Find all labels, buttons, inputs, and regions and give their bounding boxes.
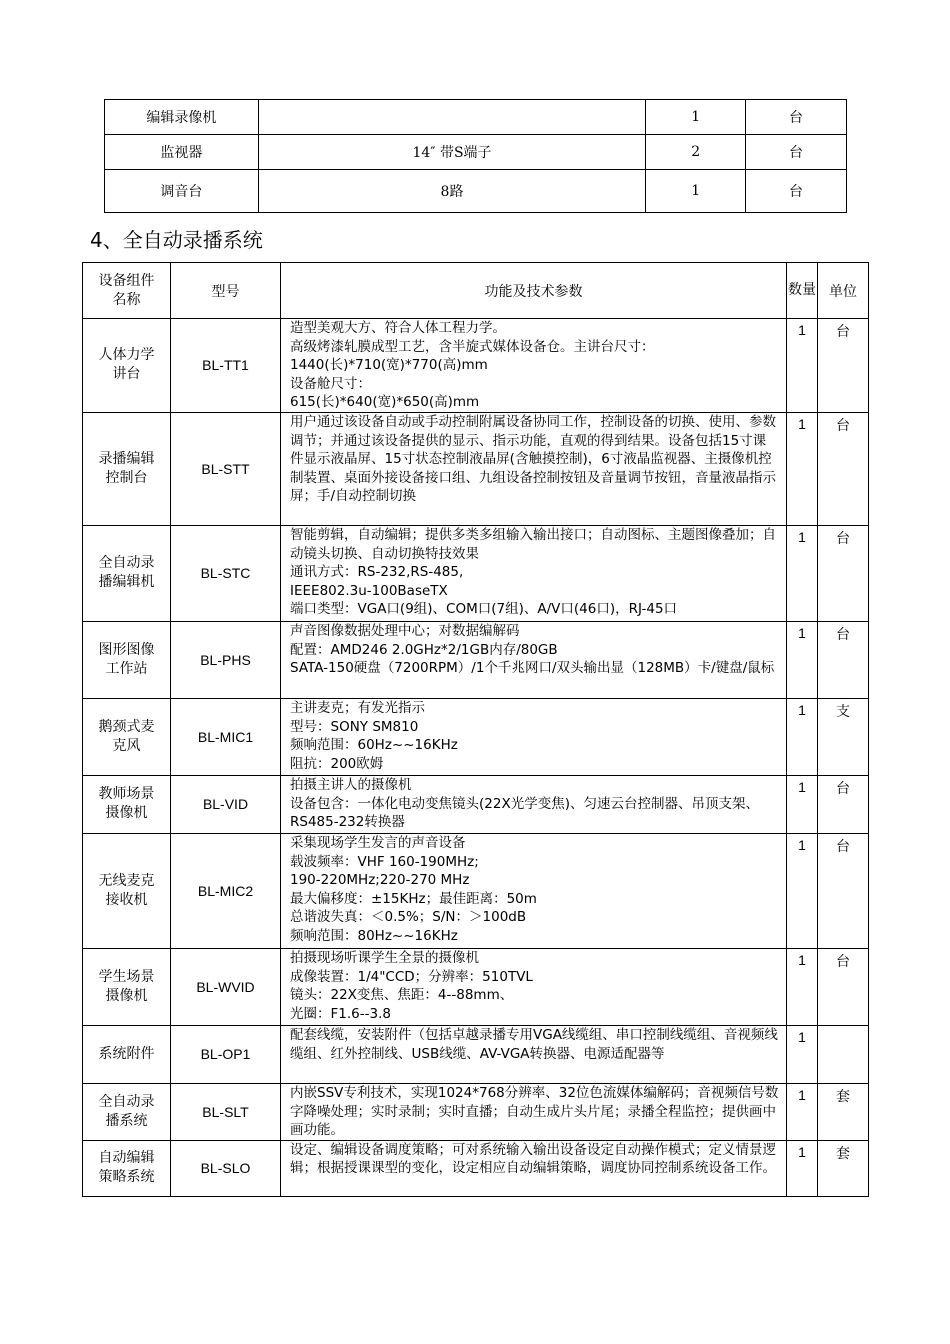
desc-line: 端口类型：VGA口(9组)、COM口(7组)、A/V口(46口)，RJ-45口 — [290, 601, 678, 618]
desc-line: 型号：SONY SM810 — [290, 718, 419, 735]
cell-name: 全自动录播编辑机 — [83, 525, 171, 621]
desc-line: 内嵌SSV专利技术，实现1024*768分辨率、32位色流媒体编解码；音视频信号数字降噪处理；实时录制；实时直播；自动生成片头片尾；录播全程监控；提供画中画功能。 — [290, 1084, 779, 1139]
desc-line: IEEE802.3u-100BaseTX — [290, 582, 448, 599]
desc-line: 配套线缆，安装附件（包括卓越录播专用VGA线缆组、串口控制线缆组、音视频线缆组、红外控制线、USB线缆、AV-VGA转换器、电源适配器等 — [290, 1026, 778, 1062]
main-table-body — [83, 319, 869, 1197]
table-row — [83, 319, 869, 413]
desc-line: 615(长)*640(宽)*650(高)mm — [290, 394, 480, 411]
cell-spec — [258, 100, 645, 135]
cell-name: 自动编辑策略系统 — [83, 1140, 171, 1196]
cell-desc — [281, 948, 787, 1025]
desc-line: 1440(长)*710(宽)*770(高)mm — [290, 357, 488, 374]
cell-model: BL-TT1 — [171, 319, 281, 413]
cell-qty: 1 — [787, 319, 818, 413]
header-unit: 单位 — [818, 263, 869, 319]
cell-desc — [281, 1025, 787, 1083]
cell-desc — [281, 833, 787, 948]
cell-unit: 台 — [818, 412, 869, 525]
cell-spec: 14″ 带S端子 — [258, 135, 645, 170]
desc-line: 设定、编辑设备调度策略；可对系统输入输出设备设定自动操作模式；定义情景逻辑；根据授课课型的变化，设定相应自动编辑策略，调度协同控制系统设备工作。 — [290, 1141, 776, 1177]
cell-desc — [281, 775, 787, 833]
desc-line: 拍摄主讲人的摄像机 — [290, 776, 412, 793]
cell-name: 系统附件 — [83, 1025, 171, 1083]
desc-line: SATA-150硬盘（7200RPM）/1个千兆网口/双头输出显（128MB）卡/键盘/鼠标 — [290, 660, 775, 677]
cell-unit: 台 — [818, 833, 869, 948]
cell-qty: 1 — [646, 100, 746, 135]
cell-model: BL-MIC2 — [171, 833, 281, 948]
desc-line: 190-220MHz;220-270 MHz — [290, 872, 470, 889]
header-desc: 功能及技术参数 — [281, 263, 787, 319]
cell-name: 调音台 — [105, 170, 259, 213]
cell-qty: 1 — [787, 833, 818, 948]
desc-line: 主讲麦克；有发光指示 — [290, 699, 425, 716]
desc-line: 拍摄现场听课学生全景的摄像机 — [290, 949, 479, 966]
cell-unit: 台 — [818, 525, 869, 621]
cell-model: BL-SLT — [171, 1083, 281, 1140]
cell-model: BL-MIC1 — [171, 698, 281, 775]
cell-spec: 8路 — [258, 170, 645, 213]
cell-unit: 台 — [818, 948, 869, 1025]
header-qty: 数量 — [787, 263, 818, 319]
cell-qty: 1 — [787, 775, 818, 833]
top-table-body — [105, 100, 847, 213]
desc-line: 配置：AMD246 2.0GHz*2/1GB内存/80GB — [290, 641, 558, 658]
cell-unit: 套 — [818, 1140, 869, 1196]
cell-name: 编辑录像机 — [105, 100, 259, 135]
recording-system-table — [82, 262, 869, 1197]
desc-line: 镜头：22X变焦、焦距：4--88mm、 — [290, 987, 514, 1004]
cell-qty: 1 — [787, 1140, 818, 1196]
cell-unit: 台 — [818, 775, 869, 833]
cell-desc — [281, 525, 787, 621]
cell-name: 图形图像工作站 — [83, 621, 171, 698]
cell-desc — [281, 412, 787, 525]
cell-name: 录播编辑控制台 — [83, 412, 171, 525]
table-row — [83, 412, 869, 525]
table-row — [83, 833, 869, 948]
table-row — [83, 525, 869, 621]
desc-line: 智能剪辑，自动编辑；提供多类多组输入输出接口；自动图标、主题图像叠加；自动镜头切换、自动切换特技效果 — [290, 526, 776, 562]
cell-qty: 1 — [787, 621, 818, 698]
cell-unit: 台 — [818, 621, 869, 698]
desc-line: 通讯方式：RS-232,RS-485, — [290, 564, 464, 581]
desc-line: 最大偏移度：±15KHz；最佳距离：50m — [290, 890, 537, 907]
desc-line: 造型美观大方、符合人体工程力学。 — [290, 320, 506, 336]
table-header-row — [83, 263, 869, 319]
cell-desc — [281, 319, 787, 413]
desc-line: 频响范围：60Hz~~16KHz — [290, 737, 458, 754]
cell-name: 监视器 — [105, 135, 259, 170]
cell-unit: 套 — [818, 1083, 869, 1140]
cell-desc — [281, 1140, 787, 1196]
desc-line: 阻抗：200欧姆 — [290, 755, 384, 772]
cell-qty: 1 — [787, 1025, 818, 1083]
cell-model: BL-OP1 — [171, 1025, 281, 1083]
header-name: 设备组件名称 — [83, 263, 171, 319]
section-heading: 4、全自动录播系统 — [90, 228, 263, 252]
desc-line: 频响范围：80Hz~~16KHz — [290, 927, 458, 944]
cell-name: 鹅颈式麦克风 — [83, 698, 171, 775]
table-row — [83, 1140, 869, 1196]
cell-name: 无线麦克接收机 — [83, 833, 171, 948]
desc-line: 高级烤漆轧膜成型工艺，含半旋式媒体设备仓。主讲台尺寸： — [290, 338, 655, 355]
cell-qty: 1 — [787, 525, 818, 621]
cell-unit: 台 — [746, 135, 847, 170]
table-row — [83, 775, 869, 833]
cell-unit: 台 — [746, 170, 847, 213]
cell-model: BL-VID — [171, 775, 281, 833]
cell-desc — [281, 621, 787, 698]
cell-unit: 台 — [818, 319, 869, 413]
table-row — [83, 698, 869, 775]
cell-qty: 1 — [787, 1083, 818, 1140]
cell-name: 人体力学讲台 — [83, 319, 171, 413]
cell-name: 全自动录播系统 — [83, 1083, 171, 1140]
cell-qty: 1 — [646, 170, 746, 213]
table-row — [83, 621, 869, 698]
cell-model: BL-PHS — [171, 621, 281, 698]
cell-model: BL-SLO — [171, 1140, 281, 1196]
table-row — [105, 100, 847, 135]
cell-qty: 1 — [787, 698, 818, 775]
cell-desc — [281, 698, 787, 775]
cell-qty: 1 — [787, 948, 818, 1025]
table-row — [83, 1083, 869, 1140]
table-row — [83, 948, 869, 1025]
header-model: 型号 — [171, 263, 281, 319]
desc-line: 总谐波失真：＜0.5%；S/N：＞100dB — [290, 909, 527, 926]
desc-line: 用户通过该设备自动或手动控制附属设备协同工作，控制设备的切换、使用、参数调节；并通过该设备提供的显示、指示功能，直观的得到结果。设备包括15寸课件显示液晶屏、15寸状态控制液晶屏(含触摸控制)，6寸液晶监视器、主摄像机控制装置、桌面外接设备接口组、九组设备控制按钮及音量调节按钮，音量液晶指示屏；手/自动控制切换 — [290, 413, 776, 505]
cell-qty: 2 — [646, 135, 746, 170]
cell-unit: 支 — [818, 698, 869, 775]
table-row — [83, 1025, 869, 1083]
equipment-table-continued — [104, 99, 847, 213]
table-row — [105, 170, 847, 213]
cell-name: 教师场景摄像机 — [83, 775, 171, 833]
desc-line: 声音图像数据处理中心；对数据编解码 — [290, 622, 520, 639]
cell-model: BL-STT — [171, 412, 281, 525]
cell-unit — [818, 1025, 869, 1083]
desc-line: 设备舱尺寸： — [290, 375, 371, 392]
cell-name: 学生场景摄像机 — [83, 948, 171, 1025]
cell-qty: 1 — [787, 412, 818, 525]
desc-line: 成像装置：1/4"CCD；分辨率：510TVL — [290, 968, 533, 985]
desc-line: 采集现场学生发言的声音设备 — [290, 834, 466, 851]
cell-desc — [281, 1083, 787, 1140]
cell-unit: 台 — [746, 100, 847, 135]
desc-line: 光圈：F1.6--3.8 — [290, 1005, 391, 1022]
table-row — [105, 135, 847, 170]
desc-line: 设备包含：一体化电动变焦镜头(22X光学变焦)、匀速云台控制器、吊顶支架、RS485-232转换器 — [290, 795, 759, 831]
desc-line: 载波频率：VHF 160-190MHz; — [290, 853, 479, 870]
cell-model: BL-STC — [171, 525, 281, 621]
cell-model: BL-WVID — [171, 948, 281, 1025]
